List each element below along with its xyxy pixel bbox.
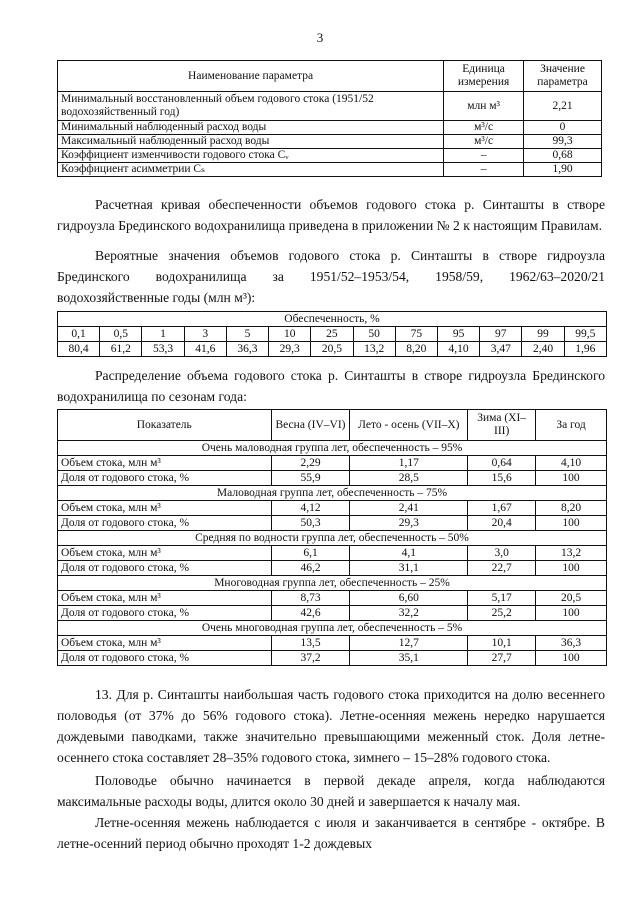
value-cell: 100 [536, 651, 607, 666]
group-title-row [58, 621, 607, 636]
paragraph-flood: Половодье обычно начинается в первой декаде апреля, когда наблюдаются максимальные расходы воды, длится около 30 дней и завершается к началу мая. [57, 773, 605, 809]
row-label: Доля от годового стока, % [58, 561, 272, 576]
value-cell: 100 [536, 606, 607, 621]
value-cell: 25,2 [468, 606, 536, 621]
exceedance-header: Обеспеченность, % [58, 312, 607, 327]
table-header-row [58, 410, 607, 441]
probability-cell: 99,5 [564, 327, 606, 342]
probability-cell: 10 [269, 327, 311, 342]
probability-cell: 75 [395, 327, 437, 342]
group-title-row [58, 486, 607, 501]
page-number: 3 [316, 30, 324, 45]
table-row [58, 471, 607, 486]
value-cell: 13,2 [536, 546, 607, 561]
probability-cell: 5 [226, 327, 268, 342]
probability-cell: 0,1 [58, 327, 100, 342]
row-label: Доля от годового стока, % [58, 516, 272, 531]
table-row [58, 456, 607, 471]
volume-cell: 20,5 [311, 342, 353, 357]
table-row [58, 121, 602, 135]
value-cell: 100 [536, 516, 607, 531]
group-title: Средняя по водности группа лет, обеспеченность – 50% [58, 531, 607, 546]
table-row [58, 501, 607, 516]
paragraph-low-water: Летне-осенняя межень наблюдается с июля и заканчивается в сентябре - октябре. В летне-осенний период обычно проходят 1-2 дождевых [57, 815, 605, 851]
exceedance-table [57, 311, 607, 357]
value-cell: 4,10 [536, 456, 607, 471]
param-unit: – [444, 149, 524, 163]
value-cell: 4,12 [271, 501, 350, 516]
row-label: Объем стока, млн м³ [58, 636, 272, 651]
probability-cell: 3 [184, 327, 226, 342]
value-cell: 8,73 [271, 591, 350, 606]
table-row [58, 516, 607, 531]
value-cell: 32,2 [350, 606, 468, 621]
volume-cell: 13,2 [353, 342, 395, 357]
param-name: Минимальный наблюденный расход воды [58, 121, 444, 135]
param-name: Коэффициент изменчивости годового стока Cᵥ [58, 149, 444, 163]
param-name: Максимальный наблюденный расход воды [58, 135, 444, 149]
value-cell: 15,6 [468, 471, 536, 486]
seasonal-table-body [58, 441, 607, 666]
volume-cell: 80,4 [58, 342, 100, 357]
value-cell: 5,17 [468, 591, 536, 606]
volume-cell: 36,3 [226, 342, 268, 357]
header-cell: Показатель [58, 410, 272, 441]
volume-cell: 61,2 [100, 342, 142, 357]
param-unit: м³/с [444, 135, 524, 149]
value-cell: 6,1 [271, 546, 350, 561]
table-row [58, 561, 607, 576]
value-cell: 28,5 [350, 471, 468, 486]
param-value: 2,21 [524, 92, 602, 121]
probability-cell: 1 [142, 327, 184, 342]
row-label: Объем стока, млн м³ [58, 501, 272, 516]
value-cell: 100 [536, 561, 607, 576]
param-name: Коэффициент асимметрии Cₛ [58, 163, 444, 177]
paragraph-exceedance-curve: Расчетная кривая обеспеченности объемов годового стока р. Синташты в створе гидроузла Брединского водохранилища приведена в приложении № 2 к настоящим Правилам. [57, 197, 605, 233]
volume-cell: 29,3 [269, 342, 311, 357]
param-value: 0 [524, 121, 602, 135]
group-title: Очень многоводная группа лет, обеспеченность – 5% [58, 621, 607, 636]
value-cell: 35,1 [350, 651, 468, 666]
value-cell: 0,64 [468, 456, 536, 471]
value-cell: 20,4 [468, 516, 536, 531]
table-row [58, 163, 602, 177]
group-title-row [58, 576, 607, 591]
probability-cell: 99 [522, 327, 564, 342]
table-row [58, 92, 602, 121]
header-cell: Единица измерения [444, 61, 524, 92]
value-cell: 8,20 [536, 501, 607, 516]
header-cell: Наименование параметра [58, 61, 444, 92]
group-title-row [58, 441, 607, 456]
row-label: Объем стока, млн м³ [58, 456, 272, 471]
table-row [58, 636, 607, 651]
probability-cell: 97 [480, 327, 522, 342]
probability-cell: 95 [437, 327, 479, 342]
value-cell: 46,2 [271, 561, 350, 576]
paragraph-probable-values: Вероятные значения объемов годового стока р. Синташты в створе гидроузла Брединского водохранилища за 1951/52–1953/54, 1958/59, 1962/63–2020/21 водохозяйственные годы (млн м³): [57, 248, 605, 305]
probability-cell: 25 [311, 327, 353, 342]
probability-cell: 50 [353, 327, 395, 342]
value-cell: 3,0 [468, 546, 536, 561]
param-value: 99,3 [524, 135, 602, 149]
value-cell: 2,41 [350, 501, 468, 516]
header-cell: Лето - осень (VII–X) [350, 410, 468, 441]
paragraph-13: 13. Для р. Синташты наибольшая часть годового стока приходится на долю весеннего половодья (от 37% до 56% годового стока). Летне-осенняя межень нередко нарушается дождевыми паводками, также значительно превышающими меженный сток. Доля летне-осеннего стока составляет 28–35% годового стока, зимнего – 15–28% годового стока. [57, 687, 605, 765]
row-label: Доля от годового стока, % [58, 651, 272, 666]
table-row [58, 135, 602, 149]
value-cell: 42,6 [271, 606, 350, 621]
row-label: Объем стока, млн м³ [58, 546, 272, 561]
table-row [58, 546, 607, 561]
table-row [58, 606, 607, 621]
header-cell: Зима (XI–III) [468, 410, 536, 441]
volume-cell: 4,10 [437, 342, 479, 357]
param-unit: м³/с [444, 121, 524, 135]
value-cell: 13,5 [271, 636, 350, 651]
volume-row [58, 342, 607, 357]
value-cell: 55,9 [271, 471, 350, 486]
header-cell: За год [536, 410, 607, 441]
param-value: 1,90 [524, 163, 602, 177]
row-label: Объем стока, млн м³ [58, 591, 272, 606]
parameters-table [57, 60, 602, 177]
value-cell: 29,3 [350, 516, 468, 531]
header-cell: Значение параметра [524, 61, 602, 92]
value-cell: 36,3 [536, 636, 607, 651]
value-cell: 27,7 [468, 651, 536, 666]
value-cell: 10,1 [468, 636, 536, 651]
param-unit: – [444, 163, 524, 177]
table-row [58, 651, 607, 666]
group-title: Очень маловодная группа лет, обеспеченность – 95% [58, 441, 607, 456]
value-cell: 2,29 [271, 456, 350, 471]
table-header-row [58, 312, 607, 327]
volume-cell: 41,6 [184, 342, 226, 357]
value-cell: 4,1 [350, 546, 468, 561]
row-label: Доля от годового стока, % [58, 606, 272, 621]
header-cell: Весна (IV–VI) [271, 410, 350, 441]
value-cell: 1,67 [468, 501, 536, 516]
table-row [58, 591, 607, 606]
volume-cell: 8,20 [395, 342, 437, 357]
paragraph-seasonal-distribution: Распределение объема годового стока р. Синташты в створе гидроузла Брединского водохранилища по сезонам года: [57, 368, 605, 404]
value-cell: 50,3 [271, 516, 350, 531]
value-cell: 22,7 [468, 561, 536, 576]
value-cell: 1,17 [350, 456, 468, 471]
group-title: Маловодная группа лет, обеспеченность – 75% [58, 486, 607, 501]
param-value: 0,68 [524, 149, 602, 163]
value-cell: 6,60 [350, 591, 468, 606]
group-title-row [58, 531, 607, 546]
volume-cell: 3,47 [480, 342, 522, 357]
value-cell: 31,1 [350, 561, 468, 576]
group-title: Многоводная группа лет, обеспеченность – 25% [58, 576, 607, 591]
row-label: Доля от годового стока, % [58, 471, 272, 486]
probability-row [58, 327, 607, 342]
table-header-row [58, 61, 602, 92]
probability-cell: 0,5 [100, 327, 142, 342]
table-row [58, 149, 602, 163]
volume-cell: 53,3 [142, 342, 184, 357]
value-cell: 12,7 [350, 636, 468, 651]
value-cell: 20,5 [536, 591, 607, 606]
param-name: Минимальный восстановленный объем годового стока (1951/52 водохозяйственный год) [58, 92, 444, 121]
seasonal-table [57, 409, 607, 666]
volume-cell: 1,96 [564, 342, 606, 357]
value-cell: 37,2 [271, 651, 350, 666]
value-cell: 100 [536, 471, 607, 486]
param-unit: млн м³ [444, 92, 524, 121]
volume-cell: 2,40 [522, 342, 564, 357]
